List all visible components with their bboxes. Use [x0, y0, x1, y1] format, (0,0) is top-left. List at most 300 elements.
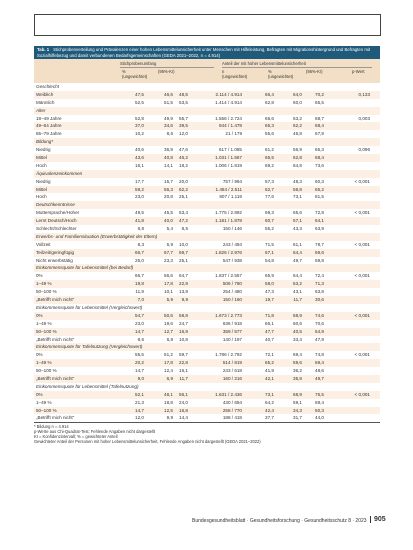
row-label: Einkommensquote für Lebensmittel (Tafelnutzung): [36, 383, 139, 389]
table-cell: 62,8: [265, 99, 274, 105]
table-cell: 9,0: [137, 375, 144, 381]
table-cell: 20,8: [164, 194, 173, 200]
table-cell: 67,9: [315, 131, 324, 137]
table-cell: 56,9: [293, 147, 302, 153]
table-cell: 47,7: [265, 328, 274, 334]
table-row: [34, 288, 380, 296]
table-cell: 62,8: [293, 155, 302, 161]
table-section-row: [34, 138, 380, 146]
header-n: n: [222, 69, 225, 74]
table-cell: 63,2: [293, 115, 302, 121]
table-cell: 68,4: [315, 123, 324, 129]
table-cell: 8,3: [137, 241, 144, 247]
table-row: [34, 146, 380, 154]
table-cell: 23,0: [135, 194, 144, 200]
table-cell: < 0,001: [354, 352, 370, 358]
table-cell: 74,6: [315, 312, 324, 318]
table-cell: 71,3: [315, 281, 324, 287]
table-row: [34, 178, 380, 186]
table-cell: 73,1: [293, 194, 302, 200]
table-cell: 55,7: [179, 115, 188, 121]
table-section-row: [34, 107, 380, 115]
table-body: [34, 83, 380, 422]
table-cell: 42,4: [265, 407, 274, 413]
table-cell: 5,9: [166, 297, 173, 303]
table-cell: 12,7: [164, 328, 173, 334]
table-cell: 46,8: [293, 131, 302, 137]
table-row: [34, 320, 380, 328]
table-cell: 66,4: [265, 91, 274, 97]
table-cell: 69,2: [265, 162, 274, 168]
table-cell: < 0,001: [354, 241, 370, 247]
table-row: [34, 399, 380, 407]
table-cell: 243 / 618: [222, 368, 242, 374]
table-cell: 21,3: [135, 399, 144, 405]
table-cell: < 0,001: [354, 178, 370, 184]
table-row: [34, 351, 380, 359]
table-cell: 65,6: [293, 210, 302, 216]
table-cell: 63,8: [315, 289, 324, 295]
table-cell: 25,0: [135, 257, 144, 263]
table-cell: 14,7: [135, 407, 144, 413]
table-cell: 61,1: [293, 241, 302, 247]
header-ungew-2: (ungewichtet): [222, 74, 248, 79]
table-cell: 48,1: [164, 391, 173, 397]
table-cell: 17,7: [135, 178, 144, 184]
table-cell: 63,9: [315, 226, 324, 232]
table-section-row: [34, 233, 380, 241]
table-cell: 65,3: [265, 123, 274, 129]
table-row: [34, 91, 380, 99]
table-cell: 25,1: [179, 194, 188, 200]
table-cell: 150 / 146: [222, 226, 242, 232]
table-row: [34, 241, 380, 249]
row-label: Einkommensquote für Lebensmittel (bei Bedarf): [36, 265, 134, 271]
table-row: [34, 154, 380, 162]
table-cell: 58,8: [179, 312, 188, 318]
table-cell: 75,5: [315, 391, 324, 397]
row-label: 50–100 %: [36, 368, 57, 374]
table-cell: 0,096: [358, 147, 370, 153]
table-row: [34, 272, 380, 280]
row-label: Vollzeit: [36, 241, 51, 247]
table-cell: 47,5: [135, 91, 144, 97]
table-cell: 53,4: [179, 210, 188, 216]
row-label: 0%: [36, 391, 43, 397]
table-cell: 40,6: [135, 147, 144, 153]
table-cell: 58,0: [265, 281, 274, 287]
table-cell: 52,1: [135, 391, 144, 397]
row-label: Nicht erwerbstätig: [36, 257, 73, 263]
table-cell: 59,2: [135, 186, 144, 192]
row-label: Äquivalenzeinkommen: [36, 170, 83, 176]
table-cell: 24,0: [179, 399, 188, 405]
row-label: Bildung*: [36, 139, 54, 145]
row-label: Hoch: [36, 162, 47, 168]
table-cell: 60,6: [293, 320, 302, 326]
table-cell: 10,1: [164, 289, 173, 295]
table-cell: 65,9: [265, 273, 274, 279]
table-cell: 69,4: [315, 360, 324, 366]
table-row: [34, 217, 380, 225]
table-cell: 547 / 938: [222, 257, 242, 263]
table-cell: 40,0: [164, 218, 173, 224]
table-cell: 62,2: [293, 123, 302, 129]
table-cell: 13,9: [179, 289, 188, 295]
row-label: Einkommensquote für Lebensmittel (Vergleichswert): [36, 304, 143, 310]
table-cell: 40,7: [265, 336, 274, 342]
table-cell: 60,0: [293, 99, 302, 105]
table-cell: 69,7: [179, 249, 188, 255]
table-cell: 21 / 179: [225, 131, 242, 137]
table-cell: 64,4: [293, 249, 302, 255]
table-cell: 69,6: [315, 249, 324, 255]
table-cell: 54,7: [135, 312, 144, 318]
row-label: 0%: [36, 312, 43, 318]
table-cell: 43,3: [293, 226, 302, 232]
table-cell: 73,1: [265, 391, 274, 397]
table-cell: 72,1: [265, 352, 274, 358]
table-cell: 514 / 819: [222, 360, 242, 366]
table-cell: < 0,001: [354, 312, 370, 318]
table-cell: 68,9: [293, 312, 302, 318]
table-cell: 14,7: [135, 368, 144, 374]
table-cell: 8,5: [181, 226, 188, 232]
table-cell: 60,7: [265, 218, 274, 224]
table-cell: 68,7: [315, 115, 324, 121]
table-cell: 617 / 1.085: [219, 147, 242, 153]
table-row: [34, 257, 380, 265]
row-label: 65–79 Jahre: [36, 131, 62, 137]
table-cell: 52,8: [135, 115, 144, 121]
header-pwert: p-Wert: [352, 69, 365, 74]
table-header: [34, 59, 380, 83]
table-cell: 65,3: [315, 147, 324, 153]
table-cell: 57,3: [265, 178, 274, 184]
table-cell: 47,3: [265, 289, 274, 295]
footnote: * Bildung n = 4.914: [34, 423, 69, 429]
table-cell: 15,7: [164, 178, 173, 184]
table-cell: 55,5: [135, 352, 144, 358]
header-group-prevalence: Anteil der mit hoher Lebensmittelunsicherheit: [222, 61, 306, 66]
table-cell: 64,2: [265, 399, 274, 405]
table-cell: 506 / 780: [222, 281, 242, 287]
table-cell: 258 / 770: [222, 407, 242, 413]
table-cell: 66,7: [135, 273, 144, 279]
table-section-row: [34, 170, 380, 178]
row-label: 50–100 %: [36, 289, 57, 295]
table-cell: 41,8: [135, 218, 144, 224]
table-cell: 160 / 216: [222, 375, 242, 381]
table-cell: 20,0: [179, 178, 188, 184]
table-cell: 636 / 918: [222, 320, 242, 326]
row-label: Erwerbs- und Familiensituation (Erwerbstätigkeit der Eltern): [36, 233, 158, 239]
row-label: Männlich: [36, 99, 55, 105]
table-cell: 7,0: [137, 297, 144, 303]
table-cell: 10,0: [179, 241, 188, 247]
table-cell: 62,7: [265, 186, 274, 192]
row-label: 18–49 Jahre: [36, 115, 62, 121]
table-cell: 22,8: [179, 360, 188, 366]
table-row: [34, 249, 380, 257]
table-cell: 39,5: [179, 123, 188, 129]
table-cell: 34,6: [164, 123, 173, 129]
table-cell: 757 / 994: [222, 178, 242, 184]
table-cell: 67,7: [164, 249, 173, 255]
table-cell: 67,1: [265, 249, 274, 255]
table-row: [34, 414, 380, 422]
table-cell: 188 / 418: [222, 415, 242, 421]
row-label: „Betrifft mich nicht": [36, 297, 75, 303]
table-cell: 49,5: [135, 210, 144, 216]
row-label: 1–49 %: [36, 320, 52, 326]
table-row: [34, 359, 380, 367]
table-section-row: [34, 383, 380, 391]
table-cell: 944 / 1.478: [219, 123, 242, 129]
table-cell: 50,3: [315, 407, 324, 413]
table-cell: 41,9: [265, 368, 274, 374]
table-cell: 72,8: [315, 210, 324, 216]
table-row: [34, 209, 380, 217]
row-label: Teilzeit/geringfügig: [36, 249, 75, 255]
table-cell: 40,5: [293, 328, 302, 334]
table-cell: 49,7: [315, 375, 324, 381]
table-cell: 6,8: [166, 336, 173, 342]
table-cell: 23,3: [164, 257, 173, 263]
table-cell: 59,1: [293, 399, 302, 405]
table-cell: 64,0: [293, 91, 302, 97]
table-row: [34, 407, 380, 415]
row-label: 1–49 %: [36, 399, 52, 405]
footnote: Gewichteter Anteil der Personen mit hoher Lebensmittelunsicherheit, Fehlende Angaben nicht dargestellt (GEDA 2021–2022): [34, 438, 261, 444]
header-pct: %: [122, 69, 126, 74]
table-cell: 55,6: [265, 131, 274, 137]
row-label: 1–49 %: [36, 281, 52, 287]
table-cell: 70,2: [315, 91, 324, 97]
table-cell: 16,8: [179, 407, 188, 413]
row-label: Mittel: [36, 186, 47, 192]
top-frame: [34, 14, 381, 36]
table-cell: 11,7: [293, 297, 302, 303]
row-label: „Betrifft mich nicht": [36, 415, 75, 421]
table-cell: 243 / 494: [222, 241, 242, 247]
table-cell: 16,9: [179, 328, 188, 334]
table-row: [34, 328, 380, 336]
table-cell: 49,7: [293, 257, 302, 263]
table-cell: 19,6: [164, 320, 173, 326]
header-ki-1: (95%-KI): [158, 69, 175, 74]
table-cell: 51,5: [164, 99, 173, 105]
table-cell: 1.837 / 2.557: [215, 273, 242, 279]
table-row: [34, 115, 380, 123]
row-label: Lernt Deutsch/Hoch: [36, 218, 77, 224]
table-cell: 59,7: [179, 352, 188, 358]
table-cell: 53,5: [179, 99, 188, 105]
table-cell: 254 / 480: [222, 289, 242, 295]
table-cell: 25,1: [179, 257, 188, 263]
table-cell: 1.786 / 2.792: [215, 352, 242, 358]
table-cell: 47,6: [179, 147, 188, 153]
row-label: 1–49 %: [36, 360, 52, 366]
table-section-row: [34, 201, 380, 209]
header-pct-2: %: [268, 69, 272, 74]
header-ungew: (ungewichtet): [122, 74, 148, 79]
table-cell: 64,7: [179, 273, 188, 279]
table-cell: 55,2: [265, 226, 274, 232]
table-section-row: [34, 83, 380, 91]
table-label: Tab. 1: [37, 47, 50, 52]
table-cell: 150 / 160: [222, 297, 242, 303]
page-number: 905: [370, 516, 386, 523]
table-cell: 16,1: [135, 162, 144, 168]
table-cell: 8,6: [137, 336, 144, 342]
table-cell: 62,2: [179, 186, 188, 192]
table-row: [34, 391, 380, 399]
table-cell: 42,1: [265, 375, 274, 381]
table-cell: 14,1: [164, 162, 173, 168]
table-footnotes: [34, 424, 380, 444]
table-cell: 0,133: [358, 91, 370, 97]
table-cell: 12,4: [164, 368, 173, 374]
table-cell: 49,9: [164, 115, 173, 121]
table-cell: 19,7: [265, 297, 274, 303]
header-ki-2: (95%-KI): [306, 69, 323, 74]
table-cell: 359 / 577: [222, 328, 242, 334]
table-row: [34, 367, 380, 375]
row-label: Hoch: [36, 194, 47, 200]
row-label: Muttersprache/Hoher: [36, 210, 80, 216]
table-cell: 1.826 / 2.976: [215, 249, 242, 255]
table-bottom-rule: [34, 422, 380, 423]
row-label: Einkommensquote für Tafelnutzung (Vergleichswert): [36, 344, 143, 350]
table-cell: 57,1: [293, 218, 302, 224]
table-cell: 17,8: [164, 360, 173, 366]
header-group-sample: Stichprobenumfang: [120, 61, 157, 66]
table-section-row: [34, 264, 380, 272]
footnote: p-Werte aus Chi-Quadrat-Test; Fehlende Angaben nicht dargestellt: [34, 428, 155, 434]
table-cell: 31,7: [293, 415, 302, 421]
table-row: [34, 162, 380, 170]
table-cell: 12,0: [135, 415, 144, 421]
row-label: 0%: [36, 273, 43, 279]
data-table: [34, 46, 380, 444]
table-cell: 64,8: [293, 162, 302, 168]
footnote: KI = Konfidenzintervall; % = gewichteter Anteil: [34, 433, 118, 439]
table-cell: 78,7: [315, 241, 324, 247]
table-cell: 1.414 / 4.914: [215, 99, 242, 105]
table-cell: 6,9: [166, 375, 173, 381]
table-cell: 37,0: [135, 123, 144, 129]
table-cell: 23,0: [135, 320, 144, 326]
table-cell: 22,9: [179, 281, 188, 287]
table-cell: 71,8: [265, 312, 274, 318]
table-cell: 66,1: [265, 320, 274, 326]
table-cell: 59,8: [315, 257, 324, 263]
table-cell: 30,6: [315, 297, 324, 303]
table-cell: 36,9: [164, 147, 173, 153]
table-cell: 72,4: [315, 273, 324, 279]
table-cell: 18,8: [164, 399, 173, 405]
table-cell: 54,8: [265, 257, 274, 263]
row-label: 50–100 %: [36, 328, 57, 334]
table-cell: 46,6: [164, 91, 173, 97]
table-cell: 61,2: [265, 147, 274, 153]
table-cell: 17,8: [164, 281, 173, 287]
table-cell: 1.031 / 1.567: [215, 155, 242, 161]
table-row: [34, 296, 380, 304]
table-cell: 58,8: [293, 186, 302, 192]
table-cell: 45,5: [164, 210, 173, 216]
header-ungew-3: (ungewichtet): [268, 74, 294, 79]
row-label: „Betrifft mich nicht": [36, 336, 75, 342]
table-cell: 12,5: [164, 407, 173, 413]
table-row: [34, 186, 380, 194]
row-label: „Betrifft mich nicht": [36, 375, 75, 381]
table-cell: 33,4: [293, 336, 302, 342]
table-row: [34, 193, 380, 201]
table-cell: 56,6: [164, 273, 173, 279]
table-row: [34, 225, 380, 233]
table-cell: 16,1: [179, 368, 188, 374]
table-cell: 65,2: [315, 186, 324, 192]
table-cell: 64,4: [293, 273, 302, 279]
table-cell: 52,5: [135, 99, 144, 105]
table-row: [34, 130, 380, 138]
table-cell: 2.114 / 4.914: [215, 91, 242, 97]
table-cell: 11,7: [179, 375, 188, 381]
table-row: [34, 336, 380, 344]
table-cell: 51,2: [164, 352, 173, 358]
table-cell: 36,2: [293, 368, 302, 374]
table-cell: < 0,001: [354, 391, 370, 397]
table-cell: 34,3: [293, 407, 302, 413]
table-cell: 69,4: [315, 399, 324, 405]
row-label: Schlecht/Schlechter: [36, 226, 77, 232]
table-cell: 12,0: [179, 131, 188, 137]
table-row: [34, 375, 380, 383]
table-cell: 19,8: [135, 281, 144, 287]
table-cell: 68,9: [293, 391, 302, 397]
table-cell: 5,4: [166, 226, 173, 232]
table-cell: 140 / 197: [222, 336, 242, 342]
table-cell: 0,003: [358, 115, 370, 121]
table-cell: 6,8: [137, 226, 144, 232]
row-label: 49–64 Jahre: [36, 123, 62, 129]
table-row: [34, 280, 380, 288]
row-label: 50–100 %: [36, 407, 57, 413]
table-row: [34, 312, 380, 320]
table-section-row: [34, 304, 380, 312]
table-cell: 6,9: [166, 241, 173, 247]
row-label: Deutschkenntnisse: [36, 202, 75, 208]
table-caption-text: Stichprobenverteilung und Prävalenzen einer hohen Lebensmittelunsicherheit unter Menschen mit Hilfeleistung, Befragten mit Migrationshintergrund und Befragten mit Sozialhilfebezug und damit verbundenen Bedarfsgemeinschaften (GEDA 2021–2022, n = 4.914): [37, 47, 371, 58]
table-cell: 40,8: [164, 155, 173, 161]
table-cell: 50,6: [164, 312, 173, 318]
table-cell: 1.673 / 2.773: [215, 312, 242, 318]
table-cell: 1.556 / 2.724: [215, 115, 242, 121]
table-cell: 65,5: [265, 155, 274, 161]
table-cell: 48,3: [293, 178, 302, 184]
table-caption: [34, 46, 380, 59]
table-section-row: [34, 343, 380, 351]
table-cell: 10,2: [135, 131, 144, 137]
table-cell: 46,2: [179, 155, 188, 161]
table-cell: 20,2: [135, 360, 144, 366]
table-cell: 70,6: [315, 320, 324, 326]
table-cell: 66,6: [265, 115, 274, 121]
row-label: Alter: [36, 107, 46, 113]
table-cell: 18,2: [179, 162, 188, 168]
